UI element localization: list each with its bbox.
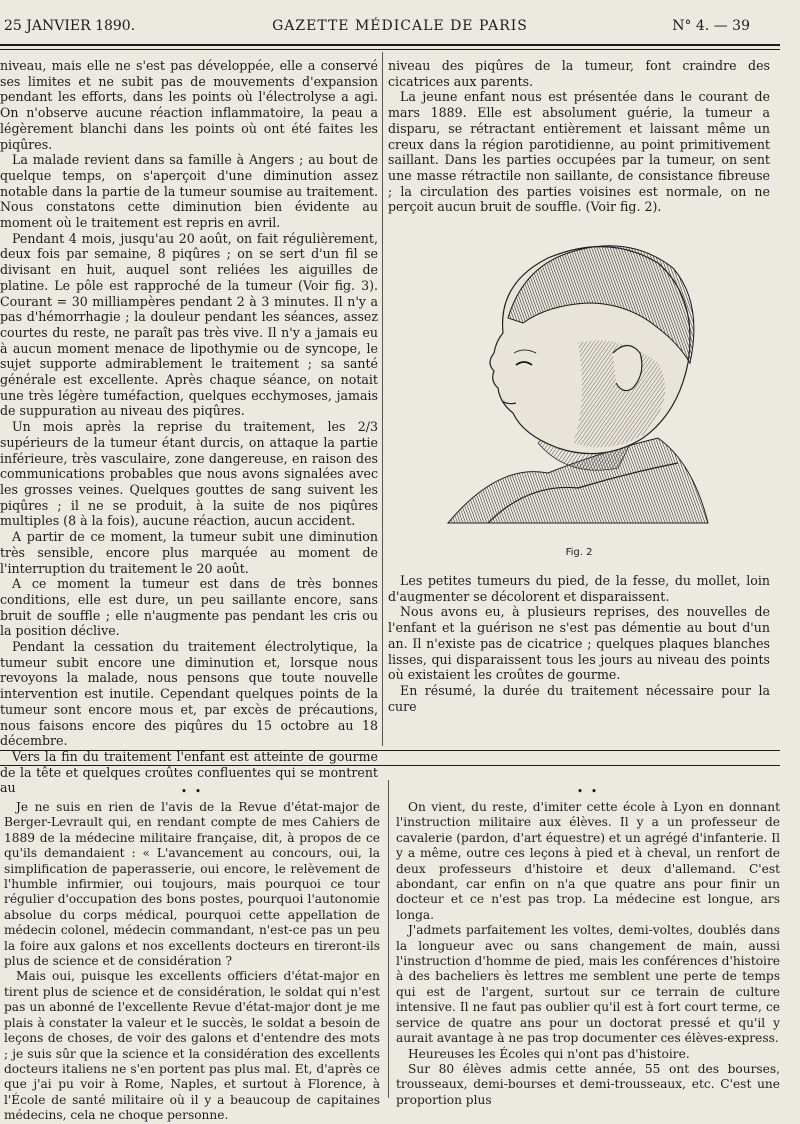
- paragraph: Pendant la cessation du traitement électrolytique, la tumeur subit encore une diminution et, lorsque nous revoyons la malade, nous pensons que toute nouvelle intervention est inutile. Cependant quelques points de la tumeur sont encore mous et, par excès de précautions, nous faisons encore des piqûres du 15 octobre au 18 décembre.: [0, 639, 378, 749]
- column-right-top: [388, 58, 770, 748]
- section-rule-thin: [0, 765, 780, 766]
- column-divider: [382, 52, 383, 746]
- paragraph: Vers la fin du traitement l'enfant est atteinte de gourme de la tête et quelques croûtes confluentes qui se montrent au: [0, 748, 378, 796]
- paragraph: niveau, mais elle ne s'est pas développée, elle a conservé ses limites et ne subit pas de mouvements d'expansion pendant les efforts, dans les points où l'électrolyse a agi. On n'observe aucune réaction inflammatoire, la peau a légèrement blanchi dans les points où ont été faites les piqûres.: [0, 58, 378, 152]
- paragraph: A partir de ce moment, la tumeur subit une diminution très sensible, encore plus marquée au moment de l'interruption du traitement le 20 août.: [0, 529, 378, 576]
- column-left-bottom: [4, 784, 380, 1123]
- figure-2: [388, 223, 770, 573]
- column-left-top: [0, 58, 378, 796]
- paragraph: Je ne suis en rien de l'avis de la Revue d'état-major de Berger-Levrault qui, en rendant compte de mes Cahiers de 1889 de la médecine militaire française, dit, à propos de ce qu'ils demandaient : « L'avancement au concours, oui, la simplification de paperasserie, oui encore, le relèvement de l'humble infirmier, oui toujours, mais pourquoi ce tour régulier d'occupation des bons postes, pourquoi l'autonomie absolue du corps médical, pourquoi cette appellation de médecin colonel, médecin commandant, n'est-ce pas un peu la foire aux galons et nos excellents docteurs en tireront-ils plus de science et de considération ?: [4, 800, 380, 969]
- paragraph: Un mois après la reprise du traitement, les 2/3 supérieurs de la tumeur étant durcis, on attaque la partie inférieure, très vasculaire, zone dangereuse, en raison des communications probables que nous avons signalées avec les grosses veines. Quelques gouttes de sang suivent les piqûres ; il ne se produit, à la suite de nos piqûres multiples (8 à la fois), aucune réaction, aucun accident.: [0, 419, 378, 529]
- paragraph: J'admets parfaitement les voltes, demi-voltes, doublés dans la longueur avec ou sans changement de main, aussi l'instruction d'homme de pied, mais les conférences d'histoire à des bacheliers ès lettres me semblent une perte de temps qui est de l'argent, surtout sur ce terrain de culture intensive. Il ne faut pas oublier qu'il est à fort court terme, ce service de quatre ans pour un doctorat pressé et qu'il y aurait avantage à ne pas trop documenter ces élèves-express.: [396, 923, 780, 1046]
- paragraph: A ce moment la tumeur est dans de très bonnes conditions, elle est dure, un peu saillante encore, sans bruit de souffle ; elle n'augmente pas pendant les cris ou la position déclive.: [0, 576, 378, 639]
- child-portrait-engraving: [428, 223, 728, 541]
- paragraph: Heureuses les Écoles qui n'ont pas d'histoire.: [408, 1046, 690, 1061]
- header-rule-thin: [0, 49, 780, 50]
- header-rule: [0, 44, 780, 46]
- page-header: [0, 12, 800, 38]
- section-rule: [0, 750, 780, 751]
- paragraph: Mais oui, puisque les excellents officiers d'état-major en tirent plus de science et de considération, le soldat qui n'est pas un abonné de l'excellente Revue d'état-major dont je me plais à constater la valeur et le succès, le soldat a besoin de leçons de choses, de voir des galons et d'entendre des mots ; je suis sûr que la science et la considération des excellents docteurs italiens ne s'en portent pas plus mal. Et, d'après ce que j'ai pu voir à Rome, Naples, et surtout à Florence, à l'École de santé militaire où il y a beaucoup de capitaines médecins, cela ne choque personne.: [4, 969, 380, 1123]
- column-divider-bottom: [388, 780, 389, 1098]
- paragraph: La jeune enfant nous est présentée dans le courant de mars 1889. Elle est absolument guérie, la tumeur a disparu, se rétractant entièrement et laissant même un creux dans la région parotidienne, au point primitivement saillant. Dans les parties occupées par la tumeur, on sent une masse rétractile non saillante, de consistance fibreuse ; la circulation des parties voisines est normale, on ne perçoit aucun bruit de souffle. (Voir fig. 2).: [388, 89, 770, 215]
- paragraph: niveau des piqûres de la tumeur, font craindre des cicatrices aux parents.: [388, 58, 770, 89]
- paragraph: Nous avons eu, à plusieurs reprises, des nouvelles de l'enfant et la guérison ne s'est pas démentie au bout d'un an. Il n'existe pas de cicatrice ; quelques plaques blanches lisses, qui disparaissent tous les jours au niveau des points où existaient les croûtes de gourme.: [388, 604, 770, 683]
- paragraph: Les petites tumeurs du pied, de la fesse, du mollet, loin d'augmenter se décolorent et disparaissent.: [388, 573, 770, 604]
- journal-title: GAZETTE MÉDICALE DE PARIS: [272, 18, 528, 34]
- paragraph: En résumé, la durée du traitement nécessaire pour la cure: [388, 682, 770, 714]
- issue-date: 25 JANVIER 1890.: [4, 18, 136, 34]
- figure-caption: Fig. 2: [565, 547, 593, 559]
- paragraph: Sur 80 élèves admis cette année, 55 ont des bourses, trousseaux, demi-bourses et demi-trousseaux, etc. C'est une proportion plus: [396, 1061, 780, 1107]
- issue-page-number: N° 4. — 39: [672, 18, 750, 34]
- separator-dots: • •: [576, 785, 600, 798]
- paragraph: La malade revient dans sa famille à Angers ; au bout de quelque temps, on s'aperçoit d'une diminution assez notable dans la partie de la tumeur soumise au traitement. Nous constatons cette diminution bien évidente au moment où le traitement est repris en avril.: [0, 152, 378, 231]
- separator-dots: • •: [180, 785, 204, 798]
- paragraph: On vient, du reste, d'imiter cette école à Lyon en donnant l'instruction militaire aux élèves. Il y a un professeur de cavalerie (pardon, d'art équestre) et un agrégé d'infanterie. Il y a même, outre ces leçons à pied et à cheval, un renfort de deux professeurs d'histoire et deux d'allemand. C'est abondant, car enfin on n'a que quatre ans pour finir un docteur et ce n'est pas trop. La médecine est longue, ars longa.: [396, 800, 780, 922]
- column-right-bottom: [396, 784, 780, 1107]
- paragraph: Pendant 4 mois, jusqu'au 20 août, on fait régulièrement, deux fois par semaine, 8 piqûres ; on se sert d'un fil se divisant en huit, auquel sont reliées les aiguilles de platine. Le pôle est rapproché de la tumeur (Voir fig. 3). Courant = 30 milliampères pendant 2 à 3 minutes. Il n'y a pas d'hémorrhagie ; la douleur pendant les séances, assez courtes du reste, ne paraît pas très vive. Il n'y a jamais eu à aucun moment menace de lipothymie ou de syncope, le sujet supporte admirablement le traitement ; sa santé générale est excellente. Après chaque séance, on notait une très légère tuméfaction, quelques ecchymoses, jamais de suppuration au niveau des piqûres.: [0, 230, 378, 419]
